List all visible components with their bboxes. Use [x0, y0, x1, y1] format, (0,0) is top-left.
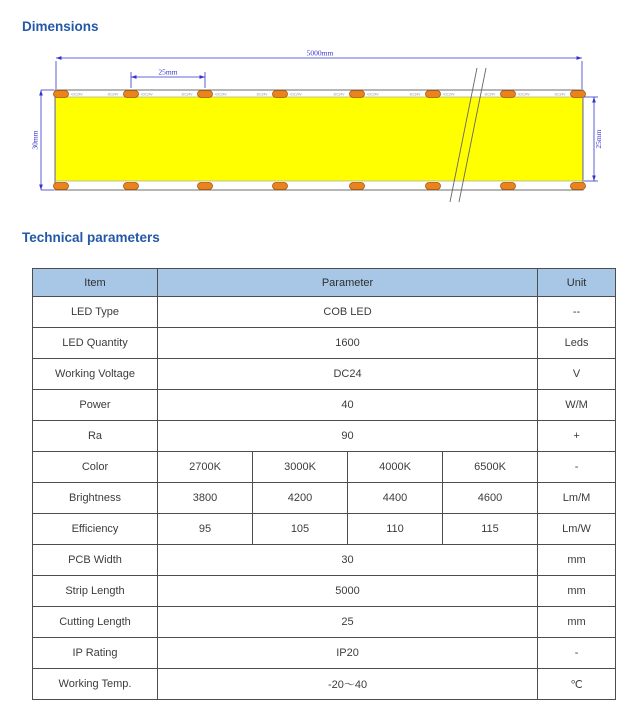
item-cell: IP Rating — [33, 638, 158, 669]
parameter-cell: 115 — [443, 514, 538, 545]
parameter-cell: 4000K — [348, 452, 443, 483]
parameter-cell: 5000 — [158, 576, 538, 607]
column-header-parameter: Parameter — [158, 269, 538, 297]
unit-cell: + — [538, 421, 616, 452]
column-header-unit: Unit — [538, 269, 616, 297]
parameter-cell: 2700K — [158, 452, 253, 483]
table-row — [33, 545, 616, 576]
solder-pad — [54, 183, 69, 190]
unit-cell: -- — [538, 297, 616, 328]
pad-polarity-label: -DC24V — [409, 92, 421, 97]
parameter-cell: 6500K — [443, 452, 538, 483]
table-row — [33, 607, 616, 638]
parameter-cell: COB LED — [158, 297, 538, 328]
parameter-cell: 4400 — [348, 483, 443, 514]
item-cell: Working Temp. — [33, 669, 158, 700]
inner-width-label: 25mm — [594, 129, 603, 149]
solder-pad — [198, 183, 213, 190]
parameter-cell: -20～40 — [158, 669, 538, 700]
technical-parameters-table — [32, 268, 616, 700]
item-cell: LED Type — [33, 297, 158, 328]
item-cell: PCB Width — [33, 545, 158, 576]
solder-pad — [426, 91, 441, 98]
parameter-cell: 3000K — [253, 452, 348, 483]
table-row — [33, 359, 616, 390]
parameter-cell: 90 — [158, 421, 538, 452]
pad-polarity-label: +DC24V — [442, 92, 455, 97]
pad-polarity-label: -DC24V — [256, 92, 268, 97]
table-row — [33, 669, 616, 700]
unit-cell: - — [538, 452, 616, 483]
table-row — [33, 328, 616, 359]
total-length-label: 5000mm — [306, 48, 334, 58]
item-cell: LED Quantity — [33, 328, 158, 359]
parameter-cell: 40 — [158, 390, 538, 421]
pad-polarity-label: +DC24V — [517, 92, 530, 97]
item-cell: Ra — [33, 421, 158, 452]
unit-cell: Lm/W — [538, 514, 616, 545]
dimensions-heading: Dimensions — [22, 19, 99, 34]
parameter-cell: 1600 — [158, 328, 538, 359]
solder-pad — [124, 91, 139, 98]
item-cell: Working Voltage — [33, 359, 158, 390]
item-cell: Efficiency — [33, 514, 158, 545]
solder-pad — [426, 183, 441, 190]
item-cell: Cutting Length — [33, 607, 158, 638]
unit-cell: Leds — [538, 328, 616, 359]
unit-cell: mm — [538, 576, 616, 607]
pad-polarity-label: -DC24V — [181, 92, 193, 97]
pad-polarity-label: -DC24V — [554, 92, 566, 97]
item-cell: Brightness — [33, 483, 158, 514]
item-cell: Strip Length — [33, 576, 158, 607]
cut-spacing-label: 25mm — [158, 67, 178, 77]
solder-pad — [501, 183, 516, 190]
unit-cell: W/M — [538, 390, 616, 421]
table-row — [33, 421, 616, 452]
pad-polarity-label: +DC24V — [289, 92, 302, 97]
solder-pad — [571, 183, 586, 190]
solder-pad — [571, 91, 586, 98]
pcb-width-label: 30mm — [30, 130, 40, 150]
item-cell: Power — [33, 390, 158, 421]
solder-pad — [350, 183, 365, 190]
unit-cell: mm — [538, 607, 616, 638]
solder-pad — [54, 91, 69, 98]
unit-cell: mm — [538, 545, 616, 576]
unit-cell: ℃ — [538, 669, 616, 700]
parameter-cell: 25 — [158, 607, 538, 638]
solder-pad — [124, 183, 139, 190]
solder-pad — [501, 91, 516, 98]
parameter-cell: 95 — [158, 514, 253, 545]
column-header-item: Item — [33, 269, 158, 297]
solder-pad — [198, 91, 213, 98]
table-row — [33, 514, 616, 545]
table-row — [33, 297, 616, 328]
pad-polarity-label: -DC24V — [484, 92, 496, 97]
pad-polarity-label: +DC24V — [70, 92, 83, 97]
parameter-cell: 4200 — [253, 483, 348, 514]
parameter-cell: 4600 — [443, 483, 538, 514]
table-row — [33, 483, 616, 514]
led-strip-dimensions-drawing — [0, 0, 641, 215]
unit-cell: Lm/M — [538, 483, 616, 514]
pad-polarity-label: +DC24V — [366, 92, 379, 97]
parameter-cell: 30 — [158, 545, 538, 576]
technical-parameters-heading: Technical parameters — [22, 230, 160, 245]
pad-polarity-label: +DC24V — [140, 92, 153, 97]
led-strip-body — [54, 68, 586, 202]
parameter-cell: IP20 — [158, 638, 538, 669]
unit-cell: V — [538, 359, 616, 390]
solder-pad — [273, 183, 288, 190]
pad-polarity-label: -DC24V — [107, 92, 119, 97]
pad-polarity-label: -DC24V — [333, 92, 345, 97]
table-row — [33, 576, 616, 607]
table-row — [33, 390, 616, 421]
table-header-row — [33, 269, 616, 297]
strip-yellow-cob-area — [56, 97, 583, 181]
table-row — [33, 638, 616, 669]
pad-polarity-label: +DC24V — [214, 92, 227, 97]
item-cell: Color — [33, 452, 158, 483]
solder-pad — [273, 91, 288, 98]
table-row — [33, 452, 616, 483]
parameter-cell: 3800 — [158, 483, 253, 514]
parameter-cell: 110 — [348, 514, 443, 545]
unit-cell: - — [538, 638, 616, 669]
parameter-cell: 105 — [253, 514, 348, 545]
solder-pad — [350, 91, 365, 98]
parameter-cell: DC24 — [158, 359, 538, 390]
